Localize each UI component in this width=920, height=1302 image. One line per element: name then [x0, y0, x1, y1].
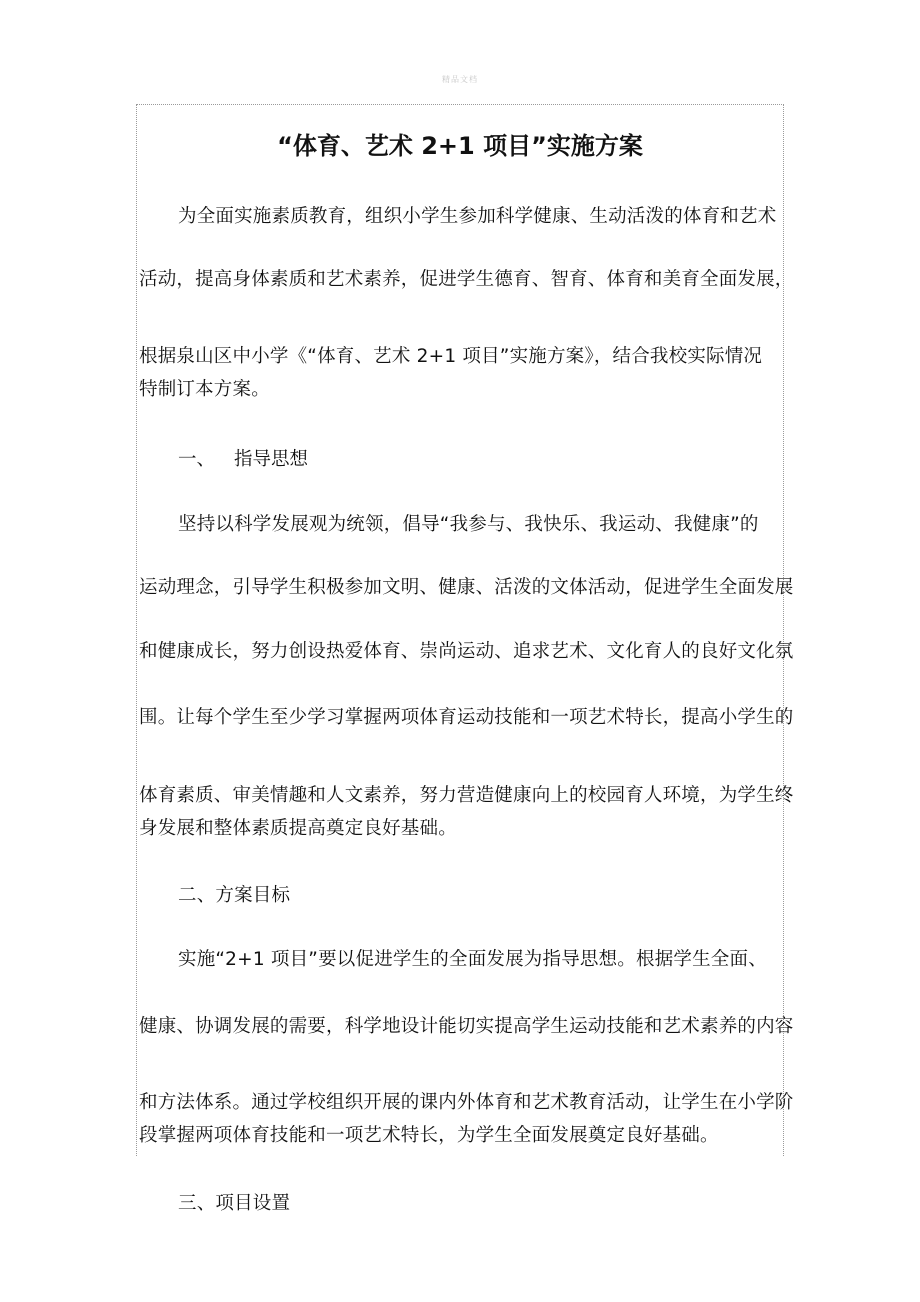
section1-line-6: 身发展和整体素质提高奠定良好基础。	[139, 818, 457, 839]
section1-heading: 指导思想	[234, 449, 309, 470]
section1-line-3: 和健康成长，努力创设热爱体育、崇尚运动、追求艺术、文化育人的良好文化氛	[139, 641, 794, 662]
section1-number: 一、	[178, 449, 216, 470]
intro-line-2: 活动，提高身体素质和艺术素养，促进学生德育、智育、体育和美育全面发展，	[139, 269, 794, 290]
section2-line-1: 实施“2+1 项目”要以促进学生的全面发展为指导思想。根据学生全面、	[178, 949, 767, 970]
section2-line-4: 段掌握两项体育技能和一项艺术特长，为学生全面发展奠定良好基础。	[139, 1125, 719, 1146]
intro-line-1: 为全面实施素质教育，组织小学生参加科学健康、生动活泼的体育和艺术	[178, 206, 777, 227]
section1-line-5: 体育素质、审美情趣和人文素养，努力营造健康向上的校园育人环境，为学生终	[139, 785, 794, 806]
section2-line-2: 健康、协调发展的需要，科学地设计能切实提高学生运动技能和艺术素养的内容	[139, 1016, 794, 1037]
section2-line-3: 和方法体系。通过学校组织开展的课内外体育和艺术教育活动，让学生在小学阶	[139, 1092, 794, 1113]
frame-left-border	[136, 104, 137, 1156]
intro-line-4: 特制订本方案。	[139, 379, 270, 400]
document-title: “体育、艺术 2+1 项目”实施方案	[277, 132, 643, 160]
header-watermark: 精品文档	[442, 75, 478, 84]
frame-top-border	[136, 104, 784, 105]
intro-line-3: 根据泉山区中小学《“体育、艺术 2+1 项目”实施方案》，结合我校实际情况	[139, 346, 763, 367]
section3-heading: 三、项目设置	[178, 1193, 291, 1214]
section1-line-1: 坚持以科学发展观为统领，倡导“我参与、我快乐、我运动、我健康”的	[178, 514, 759, 535]
section1-line-2: 运动理念，引导学生积极参加文明、健康、活泼的文体活动，促进学生全面发展	[139, 577, 794, 598]
section2-heading: 二、方案目标	[178, 885, 291, 906]
section1-line-4: 围。让每个学生至少学习掌握两项体育运动技能和一项艺术特长，提高小学生的	[139, 707, 794, 728]
frame-right-border	[783, 104, 784, 1156]
